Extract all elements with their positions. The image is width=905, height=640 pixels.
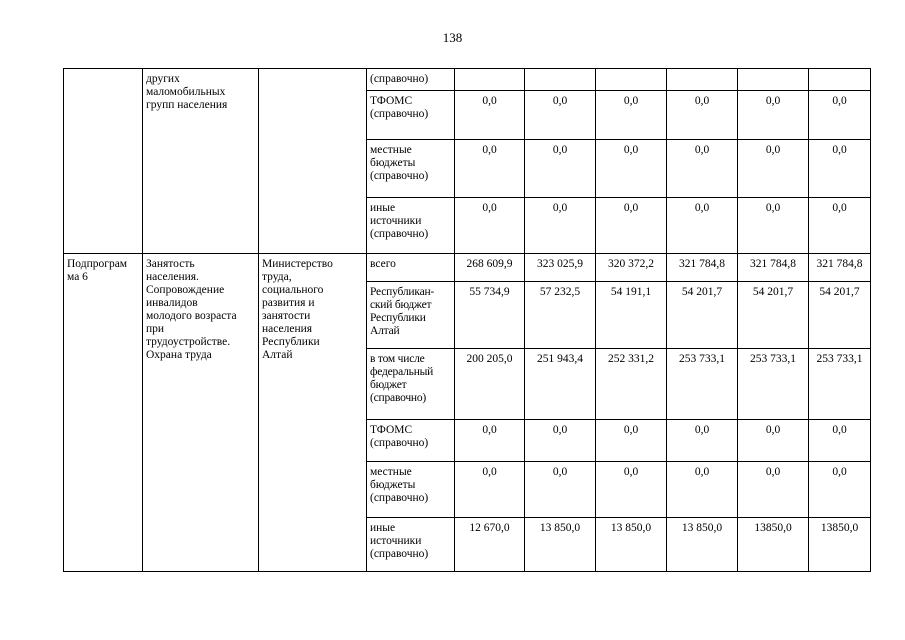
amount-cell: 0,0 bbox=[455, 462, 525, 518]
funding-source-cell: (справочно) bbox=[367, 69, 455, 91]
funding-source-cell: в том числе федеральный бюджет (справочно) bbox=[367, 349, 455, 420]
funding-source-cell: иные источники (справочно) bbox=[367, 518, 455, 572]
amount-cell: 0,0 bbox=[738, 462, 809, 518]
amount-cell: 13 850,0 bbox=[667, 518, 738, 572]
amount-cell: 253 733,1 bbox=[738, 349, 809, 420]
amount-cell: 0,0 bbox=[455, 140, 525, 198]
amount-cell: 268 609,9 bbox=[455, 254, 525, 282]
amount-cell: 13850,0 bbox=[738, 518, 809, 572]
amount-cell: 0,0 bbox=[596, 140, 667, 198]
measure-name-cell: других маломобильных групп населения bbox=[143, 69, 259, 254]
amount-cell: 0,0 bbox=[809, 198, 871, 254]
amount-cell: 0,0 bbox=[455, 198, 525, 254]
amount-cell bbox=[596, 69, 667, 91]
budget-table bbox=[63, 68, 871, 572]
subprogram-cell: Подпрограм ма 6 bbox=[64, 254, 143, 572]
amount-cell: 12 670,0 bbox=[455, 518, 525, 572]
amount-cell: 320 372,2 bbox=[596, 254, 667, 282]
amount-cell: 55 734,9 bbox=[455, 282, 525, 349]
funding-source-cell: всего bbox=[367, 254, 455, 282]
amount-cell: 200 205,0 bbox=[455, 349, 525, 420]
amount-cell: 0,0 bbox=[809, 420, 871, 462]
amount-cell: 0,0 bbox=[738, 420, 809, 462]
amount-cell: 13 850,0 bbox=[525, 518, 596, 572]
table-body bbox=[64, 69, 871, 572]
amount-cell: 0,0 bbox=[525, 140, 596, 198]
page-number: 138 bbox=[442, 30, 463, 45]
amount-cell: 0,0 bbox=[596, 91, 667, 140]
amount-cell: 0,0 bbox=[455, 420, 525, 462]
amount-cell: 0,0 bbox=[525, 91, 596, 140]
amount-cell: 13850,0 bbox=[809, 518, 871, 572]
amount-cell: 0,0 bbox=[667, 91, 738, 140]
funding-source-cell: Республикан- ский бюджет Республики Алтай bbox=[367, 282, 455, 349]
amount-cell: 0,0 bbox=[667, 198, 738, 254]
amount-cell: 0,0 bbox=[738, 198, 809, 254]
funding-source-cell: ТФОМС (справочно) bbox=[367, 420, 455, 462]
funding-source-cell: местные бюджеты (справочно) bbox=[367, 140, 455, 198]
amount-cell: 253 733,1 bbox=[809, 349, 871, 420]
amount-cell bbox=[809, 69, 871, 91]
amount-cell: 54 201,7 bbox=[667, 282, 738, 349]
amount-cell: 321 784,8 bbox=[738, 254, 809, 282]
amount-cell bbox=[738, 69, 809, 91]
amount-cell: 0,0 bbox=[596, 420, 667, 462]
amount-cell: 0,0 bbox=[809, 140, 871, 198]
amount-cell bbox=[667, 69, 738, 91]
funding-source-cell: иные источники (справочно) bbox=[367, 198, 455, 254]
amount-cell: 13 850,0 bbox=[596, 518, 667, 572]
measure-name-cell: Занятость населения. Сопровождение инвалидов молодого возраста при трудоустройстве. Охрана труда bbox=[143, 254, 259, 572]
table-row bbox=[64, 69, 871, 91]
executor-cell bbox=[259, 69, 367, 254]
funding-source-cell: ТФОМС (справочно) bbox=[367, 91, 455, 140]
amount-cell: 251 943,4 bbox=[525, 349, 596, 420]
amount-cell: 54 191,1 bbox=[596, 282, 667, 349]
amount-cell: 252 331,2 bbox=[596, 349, 667, 420]
amount-cell: 0,0 bbox=[525, 462, 596, 518]
amount-cell: 0,0 bbox=[738, 140, 809, 198]
amount-cell: 253 733,1 bbox=[667, 349, 738, 420]
amount-cell: 57 232,5 bbox=[525, 282, 596, 349]
amount-cell: 0,0 bbox=[455, 91, 525, 140]
amount-cell bbox=[455, 69, 525, 91]
amount-cell: 321 784,8 bbox=[809, 254, 871, 282]
amount-cell: 0,0 bbox=[809, 462, 871, 518]
amount-cell: 54 201,7 bbox=[809, 282, 871, 349]
amount-cell: 0,0 bbox=[525, 198, 596, 254]
amount-cell: 0,0 bbox=[738, 91, 809, 140]
amount-cell: 323 025,9 bbox=[525, 254, 596, 282]
amount-cell: 321 784,8 bbox=[667, 254, 738, 282]
table-row bbox=[64, 254, 871, 282]
amount-cell: 0,0 bbox=[809, 91, 871, 140]
amount-cell: 0,0 bbox=[667, 140, 738, 198]
amount-cell: 0,0 bbox=[596, 462, 667, 518]
funding-source-cell: местные бюджеты (справочно) bbox=[367, 462, 455, 518]
amount-cell: 0,0 bbox=[596, 198, 667, 254]
executor-cell: Министерство труда, социального развития и занятости населения Республики Алтай bbox=[259, 254, 367, 572]
amount-cell: 0,0 bbox=[667, 462, 738, 518]
amount-cell: 0,0 bbox=[525, 420, 596, 462]
subprogram-cell bbox=[64, 69, 143, 254]
amount-cell bbox=[525, 69, 596, 91]
amount-cell: 0,0 bbox=[667, 420, 738, 462]
amount-cell: 54 201,7 bbox=[738, 282, 809, 349]
